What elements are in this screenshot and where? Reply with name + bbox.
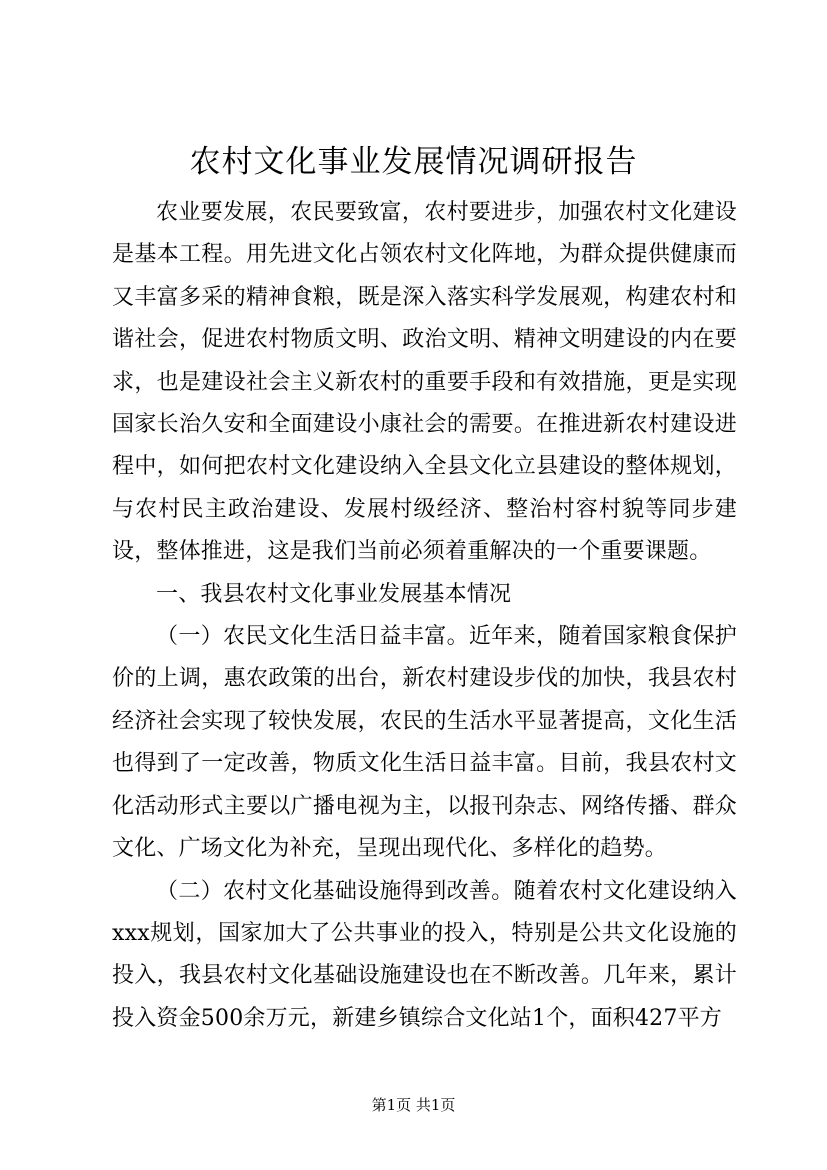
paragraph-culture-life: （一）农民文化生活日益丰富。近年来，随着国家粮食保护价的上调，惠农政策的出台，新农村建设步伐的加快，我县农村经济社会实现了较快发展，农民的生活水平显著提高，文化生活也得到了一定改善，物质文化生活日益丰富。目前，我县农村文化活动形式主要以广播电视为主，以报刊杂志、网络传播、群众文化、广场文化为补充，呈现出现代化、多样化的趋势。 xyxy=(112,624,737,862)
document-body xyxy=(112,192,737,1040)
section-heading: 一、我县农村文化事业发展基本情况 xyxy=(156,581,512,607)
paragraph-infrastructure: （二）农村文化基础设施得到改善。随着农村文化建设纳入xxx规划，国家加大了公共事业的投入，特别是公共文化设施的投入，我县农村文化基础设施建设也在不断改善。几年来，累计投入资金500余万元，新建乡镇综合文化站1个，面积427平方 xyxy=(112,878,737,1031)
page-number-footer: 第1页 共1页 xyxy=(371,1096,456,1114)
document-title: 农村文化事业发展情况调研报告 xyxy=(189,144,638,180)
paragraph-intro: 农业要发展，农民要致富，农村要进步，加强农村文化建设是基本工程。用先进文化占领农村文化阵地，为群众提供健康而又丰富多采的精神食粮，既是深入落实科学发展观，构建农村和谐社会，促进农村物质文明、政治文明、精神文明建设的内在要求，也是建设社会主义新农村的重要手段和有效措施，更是实现国家长治久安和全面建设小康社会的需要。在推进新农村建设进程中，如何把农村文化建设纳入全县文化立县建设的整体规划，与农村民主政治建设、发展村级经济、整治村容村貌等同步建设，整体推进，这是我们当前必须着重解决的一个重要课题。 xyxy=(112,200,737,565)
